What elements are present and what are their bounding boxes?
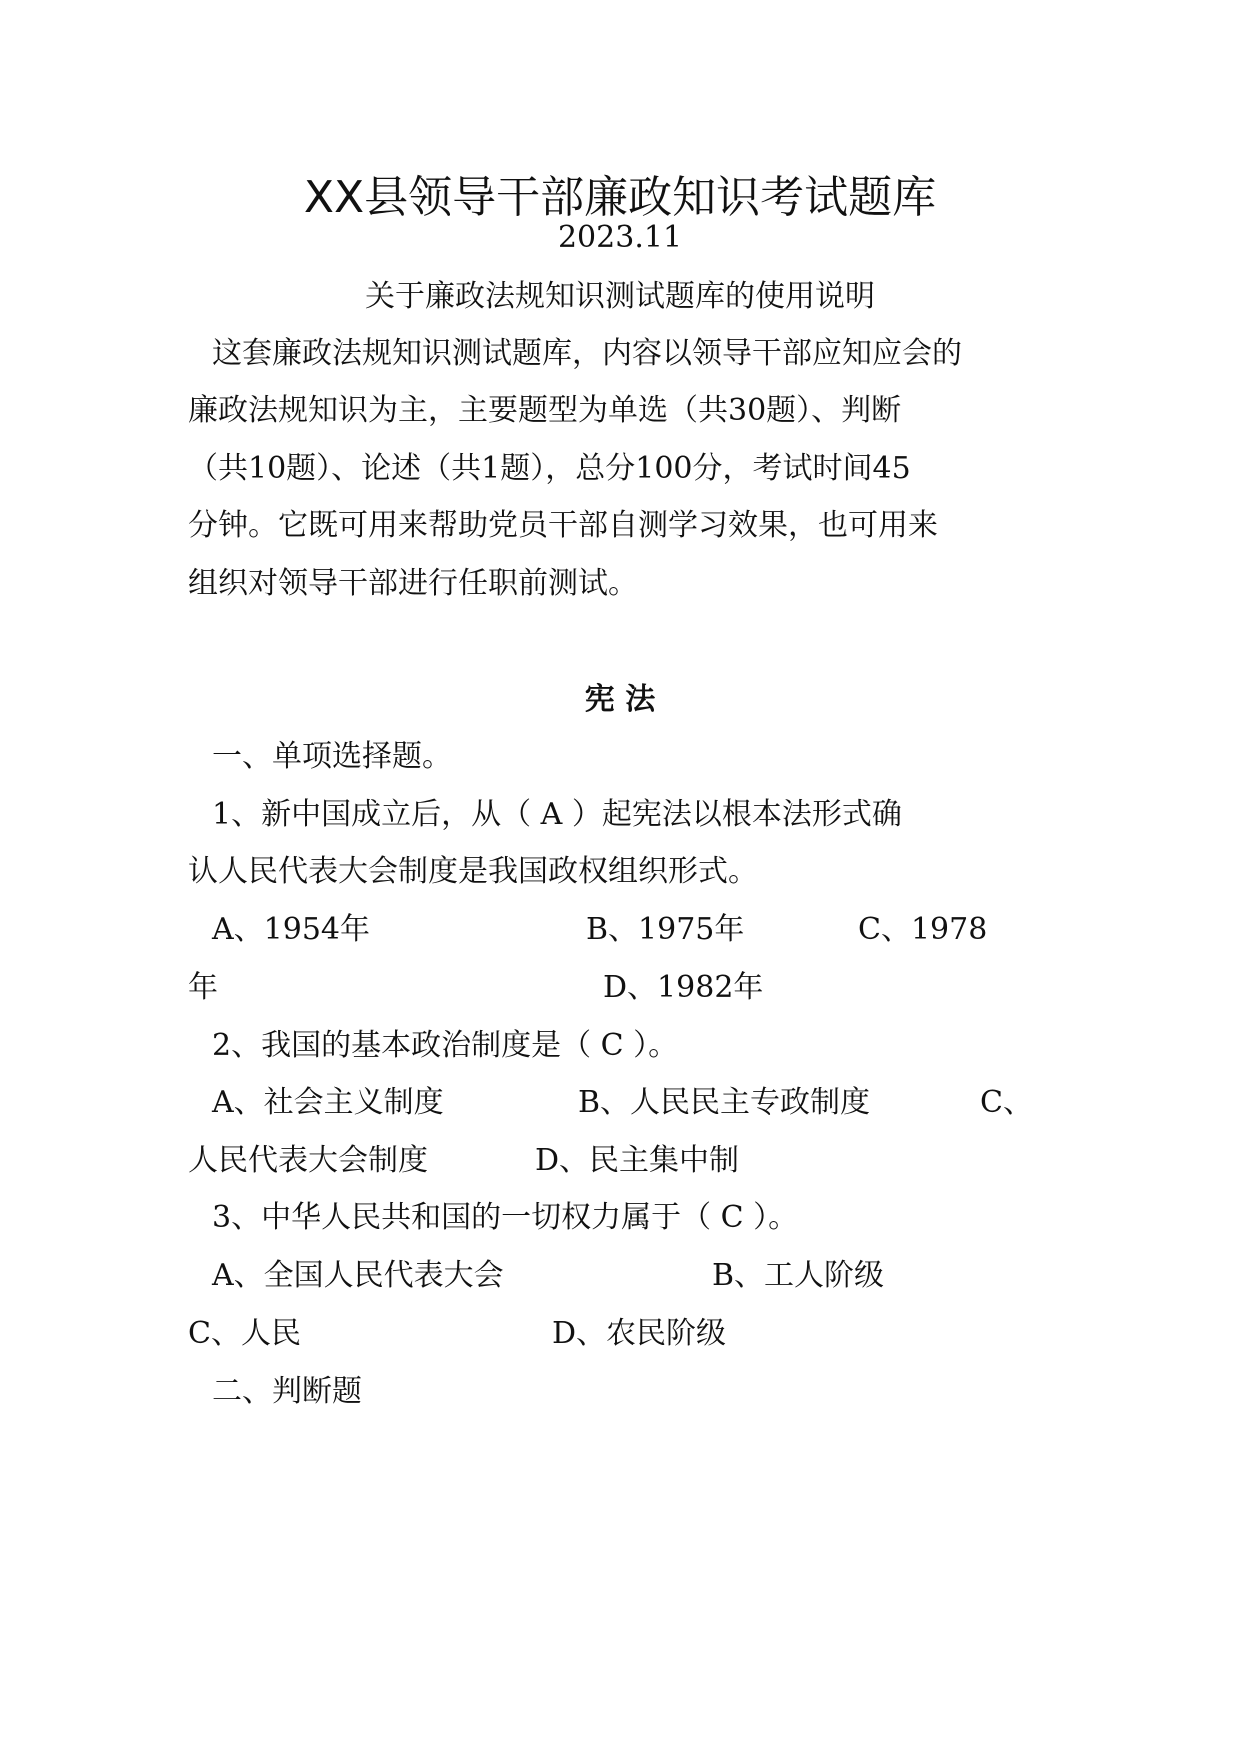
option-b: B、工人阶级 <box>712 1258 885 1293</box>
option-a: A、1954年 <box>212 912 371 947</box>
option-a: A、社会主义制度 <box>212 1085 444 1120</box>
option-d: D、农民阶级 <box>552 1316 727 1351</box>
option-b: B、1975年 <box>586 912 745 947</box>
option-c: C、人民 <box>188 1316 301 1351</box>
option-d: D、民主集中制 <box>535 1143 740 1178</box>
question-stem: 3、中华人民共和国的一切权力属于（ C ）。 <box>212 1200 799 1235</box>
question-stem: 1、新中国成立后，从（ A ）起宪法以根本法形式确 <box>212 797 902 832</box>
intro-heading: 关于廉政法规知识测试题库的使用说明 <box>365 279 875 314</box>
part1-heading: 一、单项选择题。 <box>212 739 452 774</box>
document-date: 2023.11 <box>557 220 683 255</box>
document-title: XX县领导干部廉政知识考试题库 <box>303 172 937 223</box>
option-c: C、 <box>980 1085 1033 1120</box>
question-stem: 认人民代表大会制度是我国政权组织形式。 <box>188 854 758 889</box>
option-c-continued: 年 <box>188 970 218 1005</box>
intro-line: 分钟。它既可用来帮助党员干部自测学习效果，也可用来 <box>188 508 938 543</box>
option-b: B、人民民主专政制度 <box>578 1085 871 1120</box>
intro-line: 廉政法规知识为主，主要题型为单选（共30题）、判断 <box>188 393 902 428</box>
part2-heading: 二、判断题 <box>212 1374 362 1409</box>
question-stem: 2、我国的基本政治制度是（ C ）。 <box>212 1028 679 1063</box>
intro-line: 这套廉政法规知识测试题库，内容以领导干部应知应会的 <box>212 336 962 371</box>
option-c-continued: 人民代表大会制度 <box>188 1143 428 1178</box>
option-c: C、1978 <box>858 912 988 947</box>
intro-line: （共10题）、论述（共1题），总分100分，考试时间45 <box>188 451 911 486</box>
option-a: A、全国人民代表大会 <box>212 1258 504 1293</box>
intro-line: 组织对领导干部进行任职前测试。 <box>188 566 638 601</box>
section-title: 宪 法 <box>584 682 656 717</box>
option-d: D、1982年 <box>603 970 764 1005</box>
